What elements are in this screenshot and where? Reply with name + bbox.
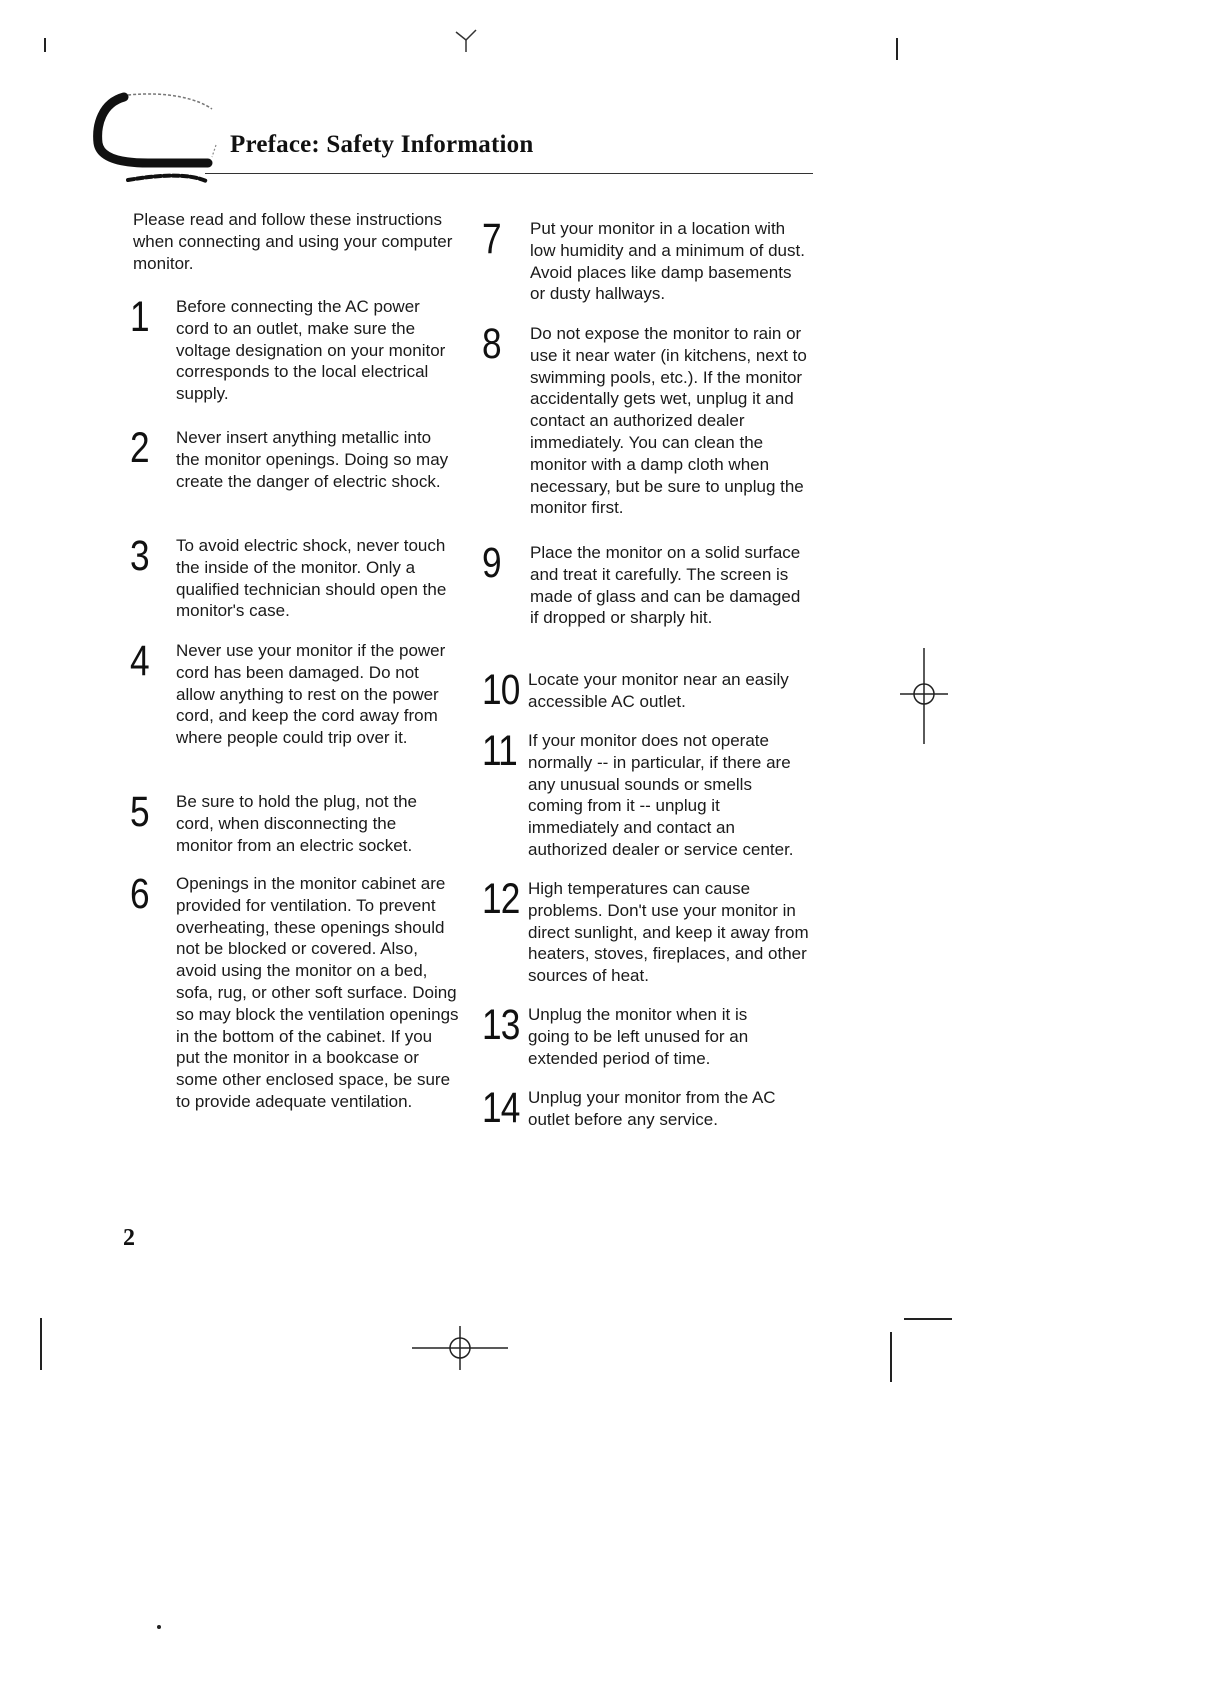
dot-mark — [157, 1625, 161, 1629]
crop-mark — [890, 1332, 892, 1382]
item-text: Unplug your monitor from the AC outlet before any service. — [528, 1088, 776, 1129]
item-number: 11 — [482, 727, 517, 775]
item-number: 6 — [130, 870, 149, 918]
item-text: Be sure to hold the plug, not the cord, when disconnecting the monitor from an electric socket. — [176, 792, 418, 855]
item-text: Locate your monitor near an easily accessible AC outlet. — [528, 670, 789, 711]
page-number: 2 — [123, 1225, 135, 1251]
item-number: 12 — [482, 875, 520, 923]
crop-mark — [44, 38, 46, 52]
item-text: Place the monitor on a solid surface and treat it carefully. The screen is made of glass and can be damaged if dropped or sharply hit. — [530, 543, 801, 628]
item-number: 7 — [482, 215, 501, 263]
item-text: Before connecting the AC power cord to an outlet, make sure the voltage designation on your monitor corresponds to the local electrical supply. — [176, 297, 446, 404]
item-number: 5 — [130, 788, 149, 836]
intro-paragraph: Please read and follow these instructions when connecting and using your computer monitor. — [133, 210, 453, 273]
header-emblem-icon — [88, 85, 228, 195]
item-number: 13 — [482, 1001, 520, 1049]
item-text: Unplug the monitor when it is going to be left unused for an extended period of time. — [528, 1005, 749, 1068]
item-text: To avoid electric shock, never touch the inside of the monitor. Only a qualified technician should open the monitor's case. — [176, 536, 447, 621]
item-text: Do not expose the monitor to rain or use it near water (in kitchens, next to swimming pools, etc.). If the monitor accidentally gets wet, unplug it and contact an authorized dealer immediately. You can clean the monitor with a damp cloth when necessary, but be sure to unplug the monitor first. — [530, 324, 807, 518]
item-number: 4 — [130, 637, 149, 685]
page-title: Preface: Safety Information — [230, 131, 534, 158]
item-text: Put your monitor in a location with low humidity and a minimum of dust. Avoid places like damp basements or dusty hallways. — [530, 219, 805, 304]
item-number: 9 — [482, 539, 501, 587]
item-text: Openings in the monitor cabinet are provided for ventilation. To prevent overheating, these openings should not be blocked or covered. Also, avoid using the monitor on a bed, sofa, rug, or other soft surface. Doing so may block the ventilation openings in the bottom of the cabinet. If you put the monitor in a bookcase or some other enclosed space, be sure to provide adequate ventilation. — [176, 874, 459, 1111]
item-number: 1 — [130, 293, 149, 341]
item-number: 3 — [130, 532, 149, 580]
item-text: Never use your monitor if the power cord has been damaged. Do not allow anything to rest on the power cord, and keep the cord away from where people could trip over it. — [176, 641, 446, 748]
item-text: High temperatures can cause problems. Don't use your monitor in direct sunlight, and keep it away from heaters, stoves, fireplaces, and other sources of heat. — [528, 879, 809, 986]
registration-mark-icon — [894, 648, 954, 744]
item-number: 8 — [482, 320, 501, 368]
item-number: 2 — [130, 424, 149, 472]
item-number: 10 — [482, 666, 520, 714]
registration-mark-icon — [412, 1326, 508, 1370]
title-divider — [205, 173, 813, 174]
item-number: 14 — [482, 1084, 520, 1132]
crop-mark — [904, 1318, 952, 1320]
fold-mark-icon — [452, 28, 482, 54]
crop-mark — [896, 38, 898, 60]
crop-mark — [40, 1318, 42, 1370]
item-text: Never insert anything metallic into the monitor openings. Doing so may create the danger of electric shock. — [176, 428, 449, 491]
item-text: If your monitor does not operate normally -- in particular, if there are any unusual sounds or smells coming from it -- unplug it immediately and contact an authorized dealer or service center. — [528, 731, 794, 859]
